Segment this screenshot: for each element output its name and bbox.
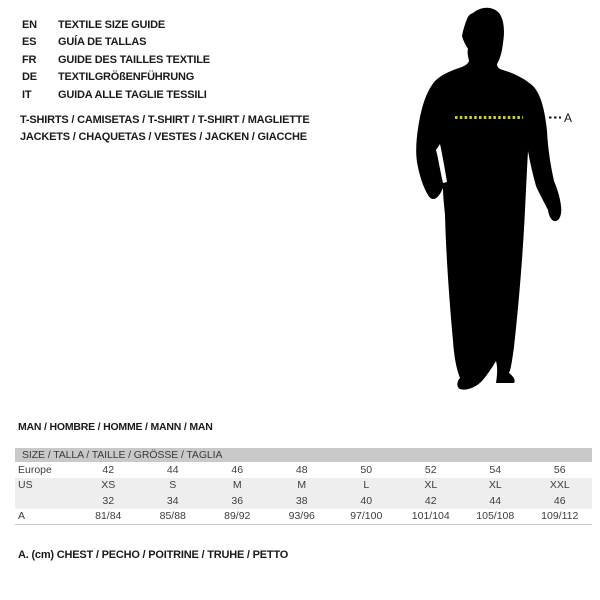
- table-row-alt-numeric: [15, 493, 592, 509]
- row-label: A: [18, 510, 26, 523]
- language-code: IT: [22, 88, 32, 101]
- product-categories: [20, 112, 309, 146]
- language-label: TEXTILE SIZE GUIDE: [58, 18, 166, 31]
- size-cell: M: [232, 479, 242, 492]
- size-cell: 52: [424, 463, 437, 476]
- language-list: [22, 16, 210, 104]
- size-cell: 105/108: [476, 510, 515, 523]
- size-cell: 40: [360, 494, 373, 507]
- size-cell: 89/92: [224, 510, 251, 523]
- language-code: EN: [22, 18, 37, 31]
- size-cell: 109/112: [541, 510, 579, 523]
- size-cell: 46: [231, 463, 244, 476]
- man-silhouette-body: [416, 8, 561, 390]
- section-title-man: MAN / HOMBRE / HOMME / MANN / MAN: [18, 421, 213, 433]
- measurement-note: A. (cm) CHEST / PECHO / POITRINE / TRUHE / PETTO: [18, 549, 289, 561]
- size-cell: 42: [102, 463, 115, 476]
- size-cell: 48: [295, 463, 308, 476]
- size-cell: 81/84: [95, 510, 122, 523]
- size-cell: XL: [488, 479, 502, 492]
- size-table: [15, 448, 592, 525]
- product-line-tshirts: T-SHIRTS / CAMISETAS / T-SHIRT / T-SHIRT / MAGLIETTE: [20, 114, 310, 126]
- row-label: US: [18, 479, 33, 492]
- size-cell: 54: [489, 463, 502, 476]
- language-row: [22, 16, 210, 34]
- size-cell: 32: [102, 494, 115, 507]
- language-code: FR: [22, 53, 37, 66]
- language-code: DE: [22, 71, 37, 84]
- size-cell: 101/104: [411, 510, 450, 523]
- size-cell: 44: [166, 463, 179, 476]
- size-cell: 46: [553, 494, 566, 507]
- size-cell: 97/100: [350, 510, 383, 523]
- size-cell: XL: [424, 479, 438, 492]
- measure-marker-label: A: [564, 111, 573, 125]
- man-silhouette-icon: [410, 0, 600, 400]
- size-cell: 38: [295, 494, 308, 507]
- product-line-jackets: JACKETS / CHAQUETAS / VESTES / JACKEN / GIACCHE: [20, 131, 307, 143]
- table-row-europe: [15, 462, 592, 478]
- size-cell: XS: [101, 479, 116, 492]
- language-label: GUIDE DES TAILLES TEXTILE: [58, 53, 210, 66]
- size-cell: M: [297, 479, 307, 492]
- language-label: GUIDA ALLE TAGLIE TESSILI: [58, 88, 207, 101]
- size-cell: 44: [489, 494, 502, 507]
- size-cell: 42: [424, 494, 437, 507]
- table-row-us: [15, 478, 592, 494]
- language-code: ES: [22, 36, 37, 49]
- size-cell: XXL: [549, 479, 570, 492]
- table-row-chest-cm: [15, 509, 592, 525]
- size-cell: 34: [166, 494, 179, 507]
- size-cell: 56: [553, 463, 566, 476]
- size-table-header: SIZE / TALLA / TAILLE / GRÖSSE / TAGLIA: [15, 448, 592, 462]
- language-row: [22, 34, 210, 52]
- row-label: Europe: [18, 463, 52, 476]
- size-cell: 93/96: [288, 510, 315, 523]
- measurement-figure: [410, 0, 600, 400]
- size-cell: S: [169, 479, 177, 492]
- language-label: TEXTILGRÖßENFÜHRUNG: [58, 71, 195, 84]
- size-cell: 50: [360, 463, 373, 476]
- language-label: GUÍA DE TALLAS: [58, 36, 147, 49]
- language-row: [22, 86, 210, 104]
- size-cell: 85/88: [159, 510, 186, 523]
- language-row: [22, 51, 210, 69]
- size-cell: 36: [231, 494, 244, 507]
- language-row: [22, 69, 210, 87]
- size-cell: L: [363, 479, 370, 492]
